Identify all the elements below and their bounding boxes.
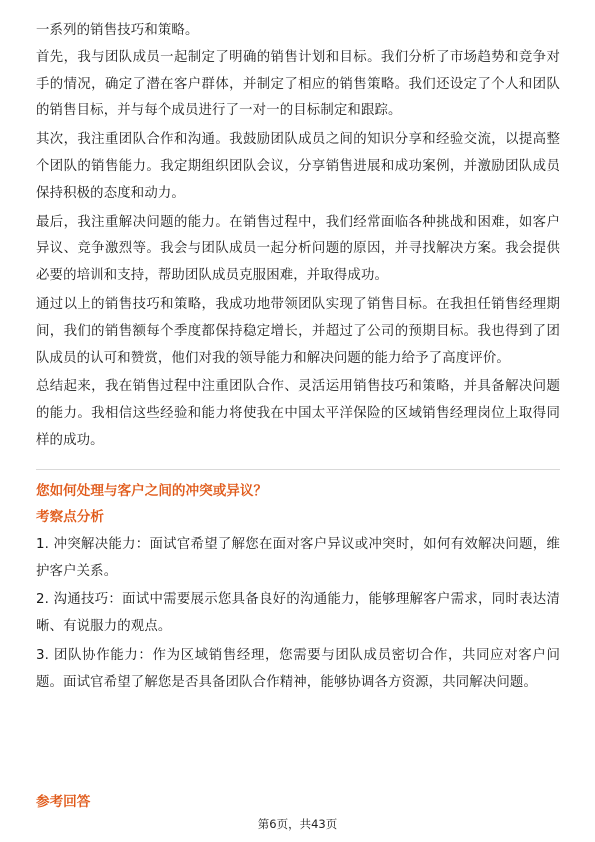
page-content bbox=[36, 18, 560, 699]
answer-heading: 参考回答 bbox=[36, 794, 91, 810]
page-number: 第6页，共43页 bbox=[257, 817, 338, 831]
body-paragraph: 其次，我注重团队合作和沟通。我鼓励团队成员之间的知识分享和经验交流，以提高整个团队的销售能力。我定期组织团队会议，分享销售进展和成功案例，并激励团队成员保持积极的态度和动力。 bbox=[36, 132, 560, 201]
analysis-point: 1. 冲突解决能力：面试官希望了解您在面对客户异议或冲突时，如何有效解决问题，维护客户关系。 bbox=[36, 536, 560, 579]
analysis-point: 3. 团队协作能力：作为区域销售经理，您需要与团队成员密切合作，共同应对客户问题。面试官希望了解您是否具备团队合作精神，能够协调各方资源，共同解决问题。 bbox=[36, 647, 560, 690]
question-title: 您如何处理与客户之间的冲突或异议？ bbox=[36, 482, 268, 499]
body-paragraph: 首先，我与团队成员一起制定了明确的销售计划和目标。我们分析了市场趋势和竞争对手的情况，确定了潜在客户群体，并制定了相应的销售策略。我们还设定了个人和团队的销售目标，并与每个成员进行了一对一的目标制定和跟踪。 bbox=[36, 49, 560, 119]
body-paragraph: 总结起来，我在销售过程中注重团队合作、灵活运用销售技巧和策略，并具备解决问题的能力。我相信这些经验和能力将使我在中国太平洋保险的区域销售经理岗位上取得同样的成功。 bbox=[36, 379, 560, 448]
section-divider bbox=[36, 469, 560, 470]
analysis-point: 2. 沟通技巧：面试中需要展示您具备良好的沟通能力，能够理解客户需求，同时表达清晰、有说服力的观点。 bbox=[36, 592, 560, 635]
body-paragraph: 最后，我注重解决问题的能力。在销售过程中，我们经常面临各种挑战和困难，如客户异议、竞争激烈等。我会与团队成员一起分析问题的原因，并寻找解决方案。我会提供必要的培训和支持，帮助团队成员克服困难，并取得成功。 bbox=[36, 214, 560, 284]
analysis-heading: 考察点分析 bbox=[36, 508, 104, 525]
body-paragraph: 通过以上的销售技巧和策略，我成功地带领团队实现了销售目标。在我担任销售经理期间，我们的销售额每个季度都保持稳定增长，并超过了公司的预期目标。我也得到了团队成员的认可和赞赏，他们对我的领导能力和解决问题的能力给予了高度评价。 bbox=[36, 296, 560, 366]
body-paragraph: 一系列的销售技巧和策略。 bbox=[36, 23, 199, 38]
